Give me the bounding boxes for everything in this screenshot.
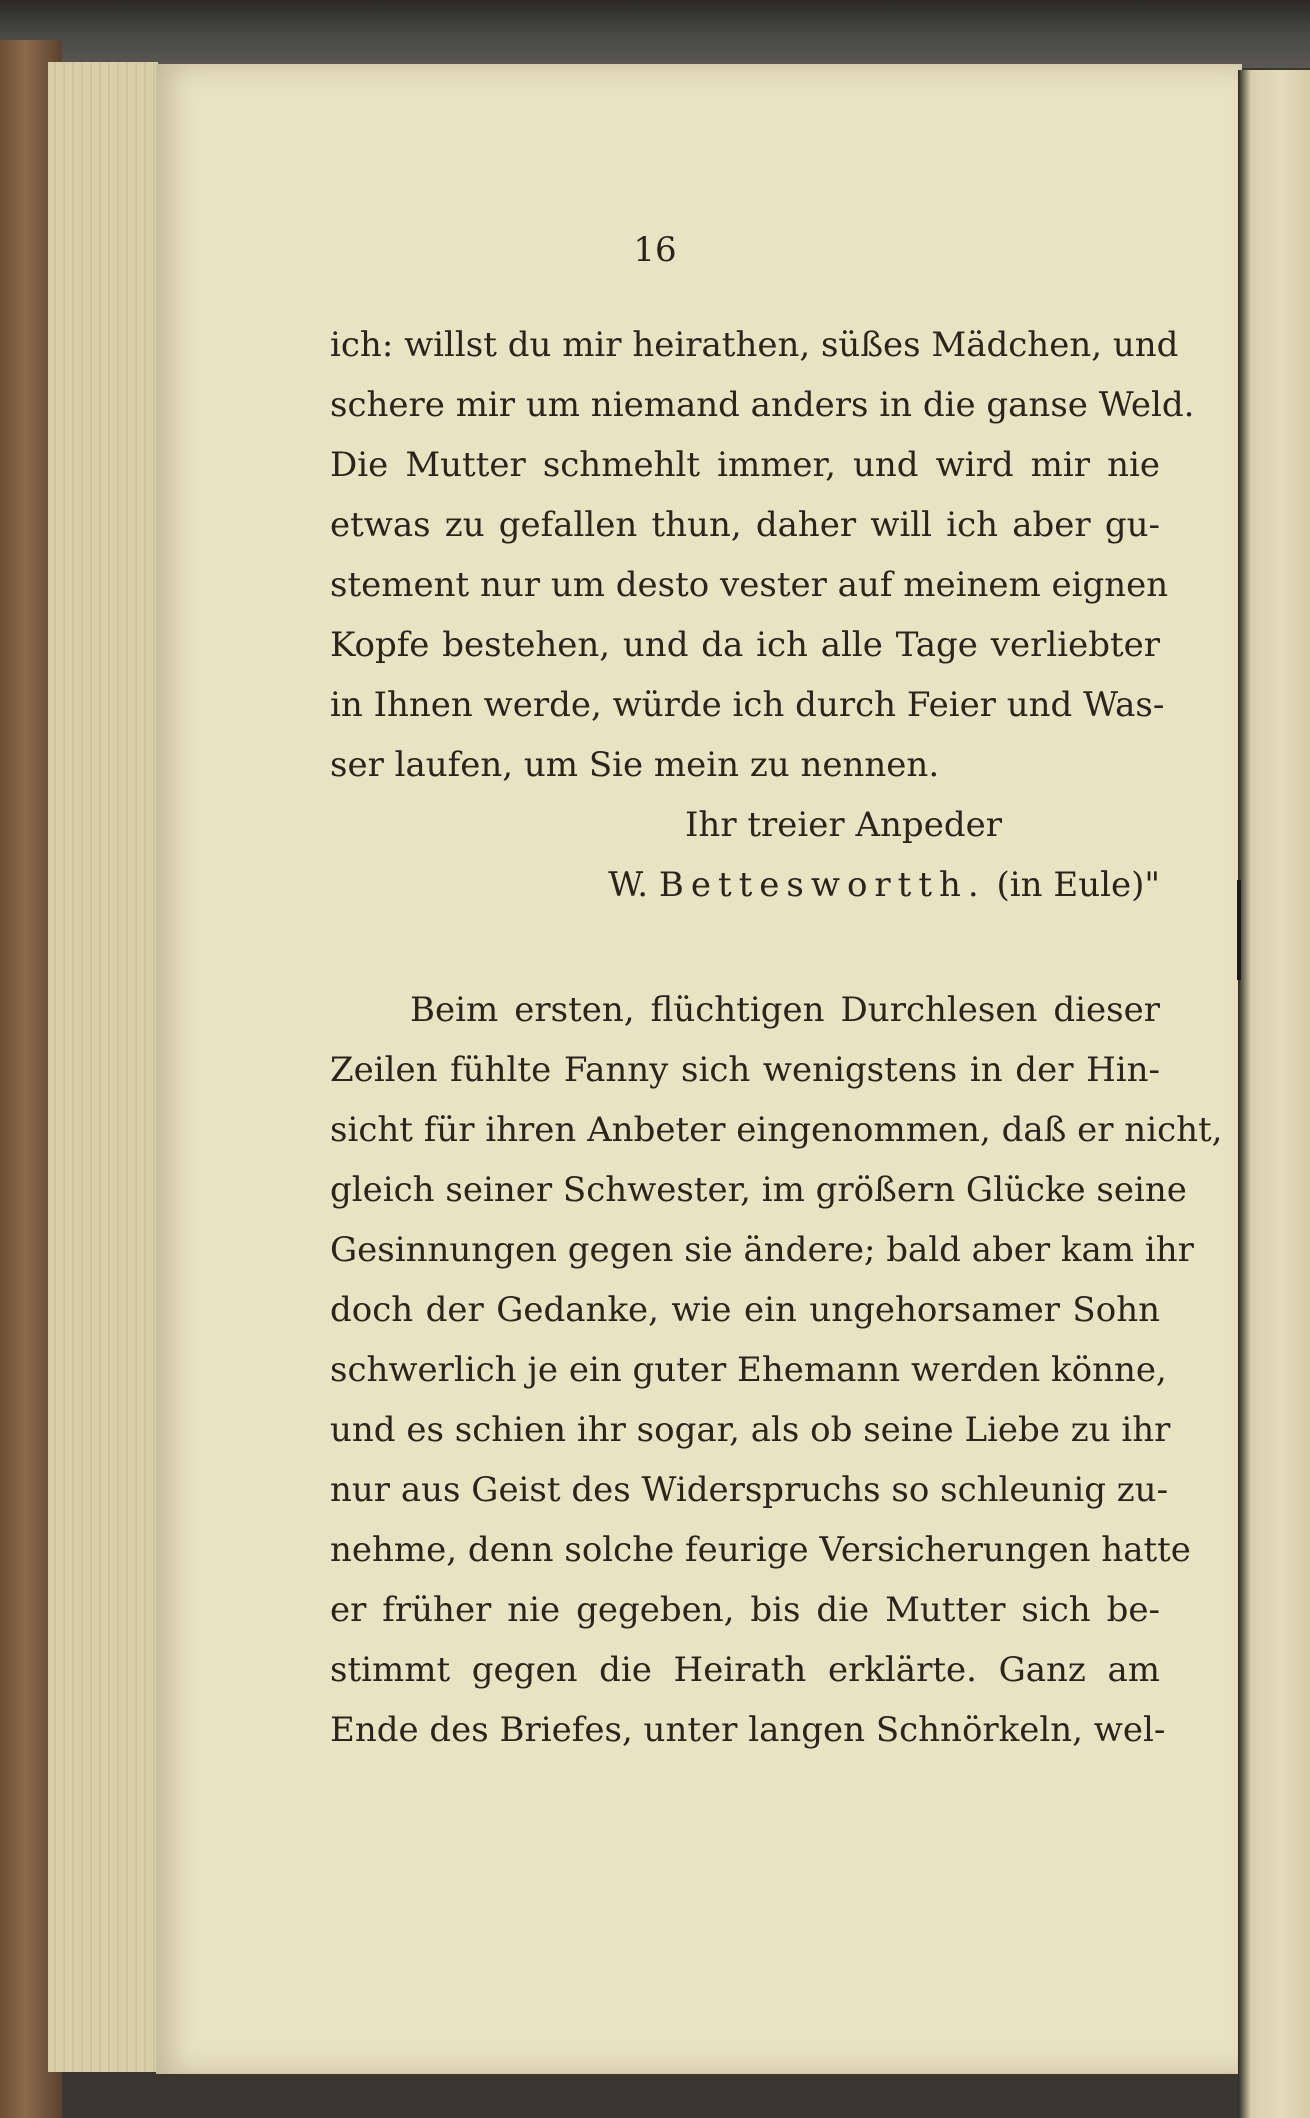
narrative-line: Gesinnungen gegen sie ändere; bald aber kam ihr (330, 1230, 1194, 1270)
facing-page-edge (1238, 70, 1310, 2118)
signature-line (330, 855, 1160, 915)
narrative-line: doch der Gedanke, wie ein ungehorsamer Sohn (330, 1290, 1160, 1330)
narrative-line: sicht für ihren Anbeter eingenommen, daß er nicht, (330, 1110, 1223, 1150)
narrative-line: schwerlich je ein guter Ehemann werden könne, (330, 1350, 1167, 1390)
page-number: 16 (633, 230, 677, 270)
page-stack-edge (48, 62, 158, 2072)
signature-name: Betteswortth. (658, 865, 986, 905)
letter-line: Die Mutter schmehlt immer, und wird mir nie (330, 445, 1160, 485)
signature-note: (in Eule)" (996, 865, 1160, 905)
letter-line: etwas zu gefallen thun, daher will ich aber gu- (330, 505, 1160, 545)
letter-closing: Ihr treier Anpeder (685, 805, 1002, 845)
narrative-line: er früher nie gegeben, bis die Mutter sich be- (330, 1590, 1160, 1630)
narrative-line: Beim ersten, flüchtigen Durchlesen dieser (410, 990, 1160, 1030)
letter-body (330, 315, 1195, 795)
narrative-line: Ende des Briefes, unter langen Schnörkeln, wel- (330, 1710, 1166, 1750)
narrative-paragraph (330, 980, 1223, 1760)
margin-rule (1237, 880, 1241, 980)
book-top-edge (0, 0, 1310, 68)
letter-line: ser laufen, um Sie mein zu nennen. (330, 745, 940, 785)
narrative-line: nur aus Geist des Widerspruchs so schleunig zu- (330, 1470, 1169, 1510)
narrative-line: nehme, denn solche feurige Versicherungen hatte (330, 1530, 1191, 1570)
letter-line: ich: willst du mir heirathen, süßes Mädchen, und (330, 325, 1179, 365)
letter-signature (330, 795, 1160, 915)
narrative-line: gleich seiner Schwester, im größern Glücke seine (330, 1170, 1187, 1210)
narrative-line: und es schien ihr sogar, als ob seine Liebe zu ihr (330, 1410, 1171, 1450)
letter-line: in Ihnen werde, würde ich durch Feier und Was- (330, 685, 1165, 725)
narrative-line: stimmt gegen die Heirath erklärte. Ganz am (330, 1650, 1160, 1690)
signature-initial: W. (608, 865, 649, 905)
letter-line: Kopfe bestehen, und da ich alle Tage verliebter (330, 625, 1160, 665)
letter-line: stement nur um desto vester auf meinem eignen (330, 565, 1169, 605)
letter-line: schere mir um niemand anders in die ganse Weld. (330, 385, 1195, 425)
narrative-line: Zeilen fühlte Fanny sich wenigstens in der Hin- (330, 1050, 1160, 1090)
